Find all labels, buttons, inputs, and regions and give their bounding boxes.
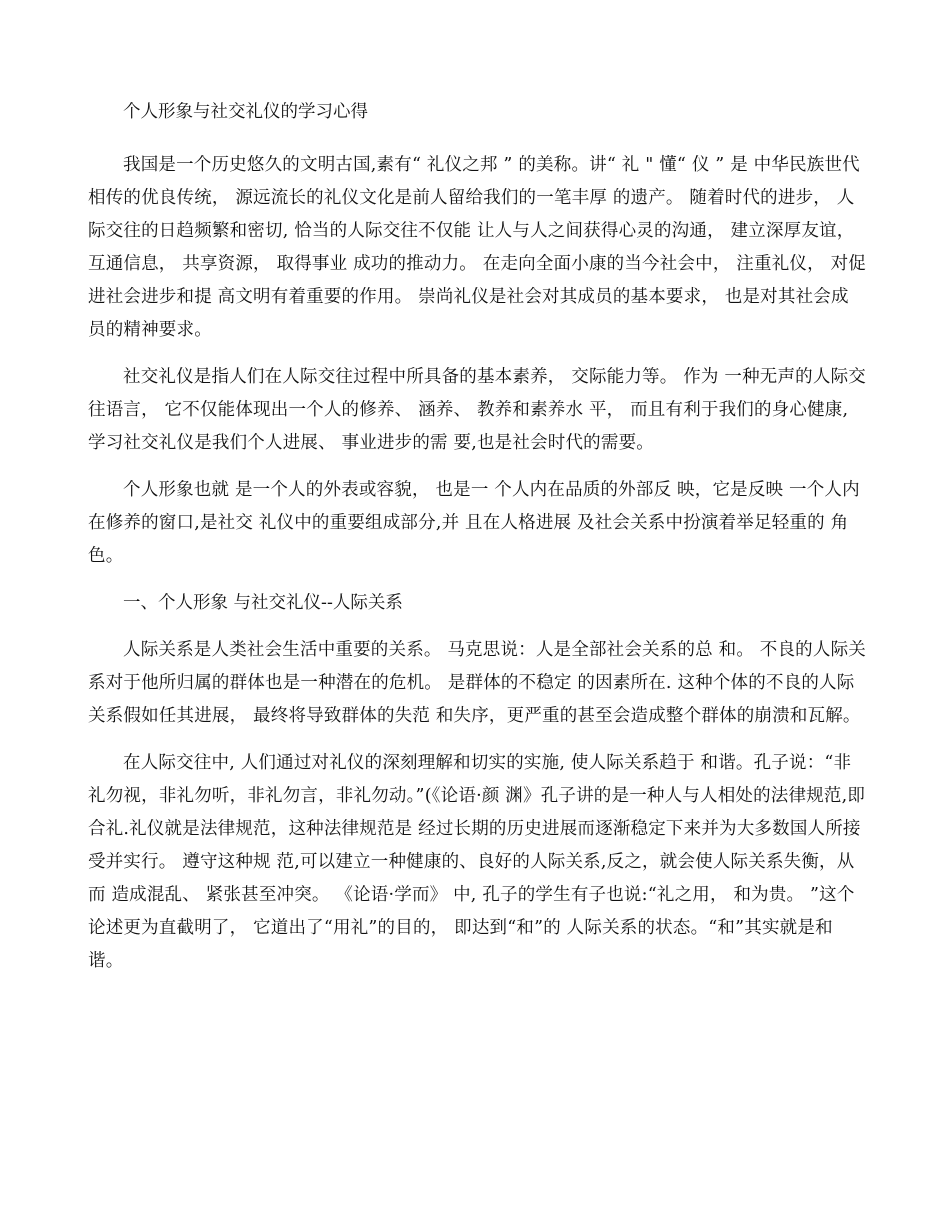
section-paragraph-2: 在人际交往中, 人们通过对礼仪的深刻理解和切实的实施, 使人际关系趋于 和谐。孔子说：“非礼勿视，非礼勿听，非礼勿言，非礼勿动。”(《论语·颜 渊》孔子讲的是一种人与人相处的法律规范,即合礼.礼仪就是法律规范，这种法律规范是 经过长期的历史进展而逐渐稳定下来并为大多数国人所接受并实行。 遵守这种规 范,可以建立一种健康的、良好的人际关系,反之，就会使人际关系失衡，从而 造成混乱、 紧张甚至冲突。 《论语·学而》 中, 孔子的学生有子也说:“礼之用， 和为贵。 ”这个论述更为直截明了， 它道出了“用礼”的目的， 即达到“和”的 人际关系的状态。“和”其实就是和谐。: [88, 753, 866, 971]
paragraph-1: 我国是一个历史悠久的文明古国,素有“ 礼仪之邦 ” 的美称。讲“ 礼 " 懂“ 仪 ” 是 中华民族世代相传的优良传统， 源远流长的礼仪文化是前人留给我们的一笔丰厚 的遗产。 随着时代的进步， 人际交往的日趋频繁和密切, 恰当的人际交往不仅能 让人与人之间获得心灵的沟通， 建立深厚友谊， 互通信息， 共享资源， 取得事业 成功的推动力。 在走向全面小康的当今社会中， 注重礼仪， 对促进社会进步和提 高文明有着重要的作用。 崇尚礼仪是社会对其成员的基本要求， 也是对其社会成 员的精神要求。: [88, 155, 866, 340]
document-title: 个人形象与社交礼仪的学习心得: [123, 102, 368, 122]
paragraph-2: 社交礼仪是指人们在人际交往过程中所具备的基本素养， 交际能力等。 作为 一种无声的人际交往语言， 它不仅能体现出一个人的修养、 涵养、 教养和素养水 平， 而且有利于我们的身心健康, 学习社交礼仪是我们个人进展、 事业进步的需 要,也是社会时代的需要。: [88, 367, 866, 453]
section-heading: 一、个人形象 与社交礼仪--人际关系: [123, 593, 403, 613]
document-body: [88, 96, 868, 992]
paragraph-3: 个人形象也就 是一个人的外表或容貌， 也是一 个人内在品质的外部反 映，它是反映 一个人内在修养的窗口,是社交 礼仪中的重要组成部分,并 且在人格进展 及社会关系中扮演着举足轻重的 角色。: [88, 480, 860, 566]
section-paragraph-1: 人际关系是人类社会生活中重要的关系。 马克思说：人是全部社会关系的总 和。 不良的人际关系对于他所归属的群体也是一种潜在的危机。 是群体的不稳定 的因素所在. 这种个体的不良的人际关系假如任其进展， 最终将导致群体的失范 和失序，更严重的甚至会造成整个群体的崩溃和瓦解。: [88, 640, 866, 726]
